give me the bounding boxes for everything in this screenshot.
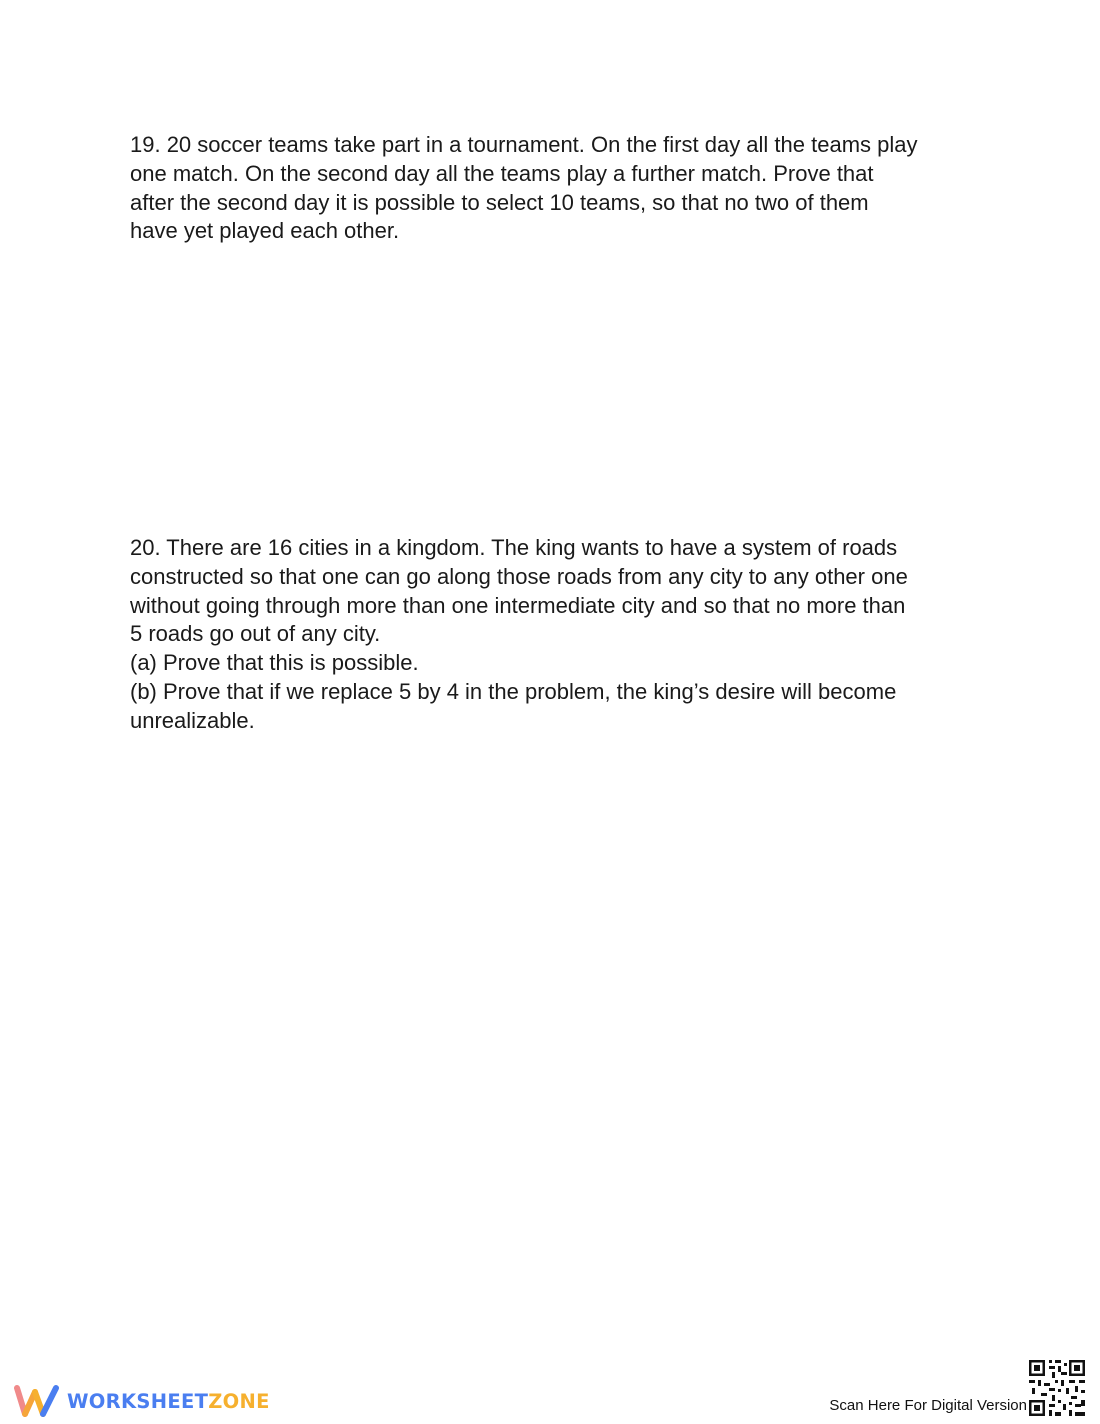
problem-line: 5 roads go out of any city. [130, 621, 381, 647]
problem-line: one match. On the second day all the teams play a further match. Prove that [130, 160, 874, 186]
problem-20 [130, 534, 980, 736]
problem-line: have yet played each other. [130, 218, 400, 244]
problem-line: (a) Prove that this is possible. [130, 650, 419, 676]
qr-code-icon[interactable] [1029, 1360, 1085, 1416]
brand-name [67, 1390, 270, 1413]
problem-line: after the second day it is possible to select 10 teams, so that no two of them [130, 189, 869, 215]
problem-line: without going through more than one intermediate city and so that no more than [130, 592, 906, 618]
problem-line: 19. 20 soccer teams take part in a tournament. On the first day all the teams play [130, 132, 918, 157]
worksheetzone-logo-icon [14, 1384, 60, 1418]
worksheetzone-logo [14, 1384, 270, 1418]
problem-line: (b) Prove that if we replace 5 by 4 in the problem, the king’s desire will become [130, 678, 897, 704]
problem-line: constructed so that one can go along those roads from any city to any other one [130, 563, 908, 589]
problem-line: unrealizable. [130, 707, 255, 733]
brand-name-part1: WORKSHEET [67, 1389, 209, 1413]
scan-label: Scan Here For Digital Version [829, 1397, 1027, 1414]
problem-19 [130, 131, 980, 246]
problem-line: 20. There are 16 cities in a kingdom. The king wants to have a system of roads [130, 535, 898, 560]
brand-name-part2: ZONE [208, 1389, 270, 1413]
